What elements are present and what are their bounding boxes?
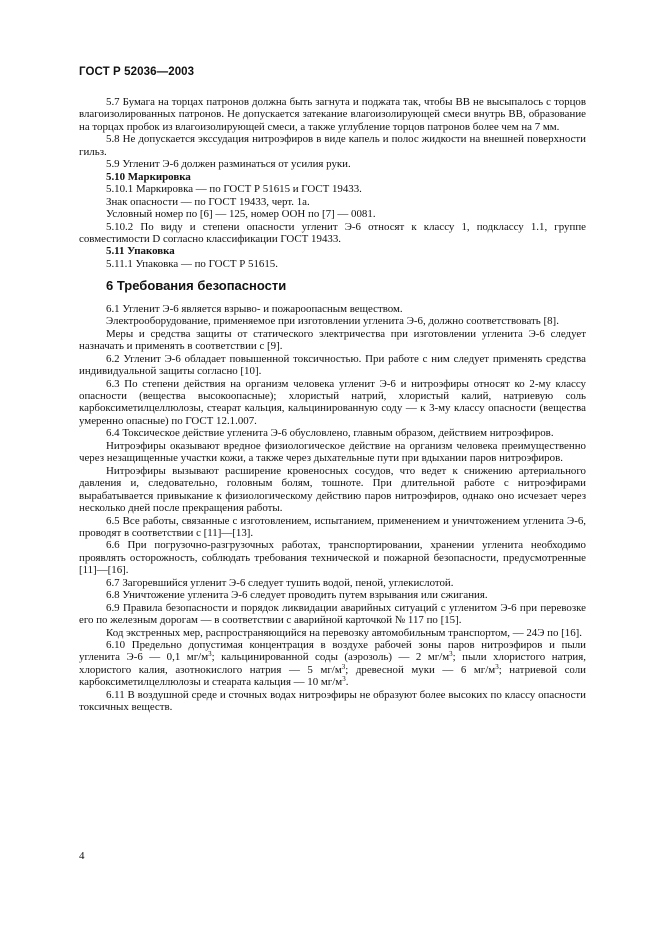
p6-10-part-c: ; пыли хлористого натрия, хлористого калия, азотнокислого натрия — 5 мг/м: [79, 651, 586, 676]
paragraph-5-10-1-sign: Знак опасности — по ГОСТ 19433, черт. 1а.: [106, 195, 310, 208]
paragraph-6-1: 6.1 Угленит Э-6 является взрыво- и пожароопасным веществом.: [106, 302, 403, 315]
paragraph-6-9-code: Код экстренных мер, распространяющийся на перевозку автомобильным транспортом, — 24Э по [16].: [106, 626, 583, 639]
superscript-3: 3: [208, 650, 212, 659]
paragraph-6-10: [79, 639, 586, 689]
p6-10-part-f: .: [345, 676, 349, 689]
paragraph-5-10-2: 5.10.2 По виду и степени опасности угленит Э-6 относят к классу 1, подклассу 1.1, группе совместимости D согласно классификации ГОСТ 19433.: [79, 220, 586, 245]
paragraph-5-7: 5.7 Бумага на торцах патронов должна быть загнута и поджата так, чтобы ВВ не высыпалось с торцов влагоизолированных патронов. Не допускается затекание влагоизолирующей смеси внутрь ВВ, образование на торцах пробок из влагоизолирующей смеси, а также углубление торцов патронов более чем на 7 мм.: [79, 96, 586, 133]
superscript-3: 3: [495, 662, 499, 671]
section-6-heading: 6 Требования безопасности: [106, 278, 287, 294]
running-header: ГОСТ Р 52036—2003: [79, 66, 195, 78]
paragraph-6-4: 6.4 Токсическое действие угленита Э-6 обусловлено, главным образом, действием нитроэфиров.: [106, 427, 554, 440]
paragraph-5-10-1: 5.10.1 Маркировка — по ГОСТ Р 51615 и ГОСТ 19433.: [106, 183, 362, 196]
paragraph-6-3: 6.3 По степени действия на организм человека угленит Э-6 и нитроэфиры относят ко 2-му классу опасности (вещества высокоопасные); хлористый натрий, хлористый калий, натриевую соль карбоксиметилцеллюлозы, стеарат кальция, кальцинированную соду — к 3-му классу опасности (вещества умеренно опасные) по ГОСТ 12.1.007.: [79, 377, 586, 427]
body-text: [79, 96, 586, 714]
page-number: 4: [79, 850, 85, 862]
paragraph-6-6: 6.6 При погрузочно-разгрузочных работах, транспортировании, хранении угленита необходимо проявлять осторожность, соблюдать требования технической и пожарной безопасности, предусмотренные [11]—[16].: [79, 539, 586, 577]
paragraph-5-11-1: 5.11.1 Упаковка — по ГОСТ Р 51615.: [106, 257, 278, 270]
heading-5-11: 5.11 Упаковка: [106, 245, 175, 258]
paragraph-6-1-equipment: Электрооборудование, применяемое при изготовлении угленита Э-6, должно соответствовать [8].: [106, 315, 559, 328]
p6-10-part-e: ; натриевой соли карбоксиметилцеллюлозы и стеарата кальция — 10 мг/м: [79, 663, 586, 689]
heading-5-10: 5.10 Маркировка: [106, 170, 191, 183]
paragraph-6-11: 6.11 В воздушной среде и сточных водах нитроэфиры не образуют более высоких по классу опасности токсичных веществ.: [79, 688, 586, 714]
superscript-3: 3: [341, 662, 346, 671]
superscript-3: 3: [449, 650, 453, 659]
paragraph-6-4-skin: Нитроэфиры оказывают вредное физиологическое действие на организм человека преимущественно через незащищенные участки кожи, а также через дыхательные пути при вдыхании паров нитроэфиров.: [79, 439, 586, 465]
paragraph-5-9: 5.9 Угленит Э-6 должен разминаться от усилия руки.: [106, 158, 351, 171]
paragraph-6-1-static: Меры и средства защиты от статического электричества при изготовлении угленита Э-6 следует назначать и применять в соответствии с [9].: [79, 327, 586, 353]
paragraph-5-8: 5.8 Не допускается экссудация нитроэфиров в виде капель и полос жидкости на внешней поверхности гильз.: [79, 133, 586, 158]
p6-10-part-b: ; кальцинированной соды (аэрозоль) — 2 мг/м: [211, 651, 450, 664]
paragraph-6-8: 6.8 Уничтожение угленита Э-6 следует проводить путем взрывания или сжигания.: [106, 589, 488, 602]
paragraph-6-5: 6.5 Все работы, связанные с изготовлением, испытанием, применением и уничтожением угленита Э-6, проводят в соответствии с [11]—[13].: [79, 514, 586, 539]
paragraph-6-4-vessels: Нитроэфиры вызывают расширение кровеносных сосудов, что ведет к снижению артериального давления и, следовательно, головным болям, тошноте. При длительной работе с нитроэфирами вырабатывается привыкание к физиологическому действию паров нитроэфиров, однако оно исчезает через несколько дней после прекращения работы.: [79, 464, 586, 515]
paragraph-6-2: 6.2 Угленит Э-6 обладает повышенной токсичностью. При работе с ним следует применять средства индивидуальной защиты согласно [10].: [79, 352, 586, 378]
paragraph-6-7: 6.7 Загоревшийся угленит Э-6 следует тушить водой, пеной, углекислотой.: [106, 576, 454, 589]
p6-10-part-a: 6.10 Предельно допустимая концентрация в воздухе рабочей зоны паров нитроэфиров и пыли угленита Э-6 — 0,1 мг/м: [79, 639, 586, 664]
superscript-3: 3: [342, 675, 346, 684]
p6-10-part-d: ; древесной муки — 6 мг/м: [345, 663, 496, 676]
paragraph-5-10-1-number: Условный номер по [6] — 125, номер ООН по [7] — 0081.: [106, 208, 376, 221]
paragraph-6-9: 6.9 Правила безопасности и порядок ликвидации аварийных ситуаций с угленитом Э-6 при перевозке его по железным дорогам — в соответствии с аварийной карточкой № 117 по [15].: [79, 601, 586, 627]
